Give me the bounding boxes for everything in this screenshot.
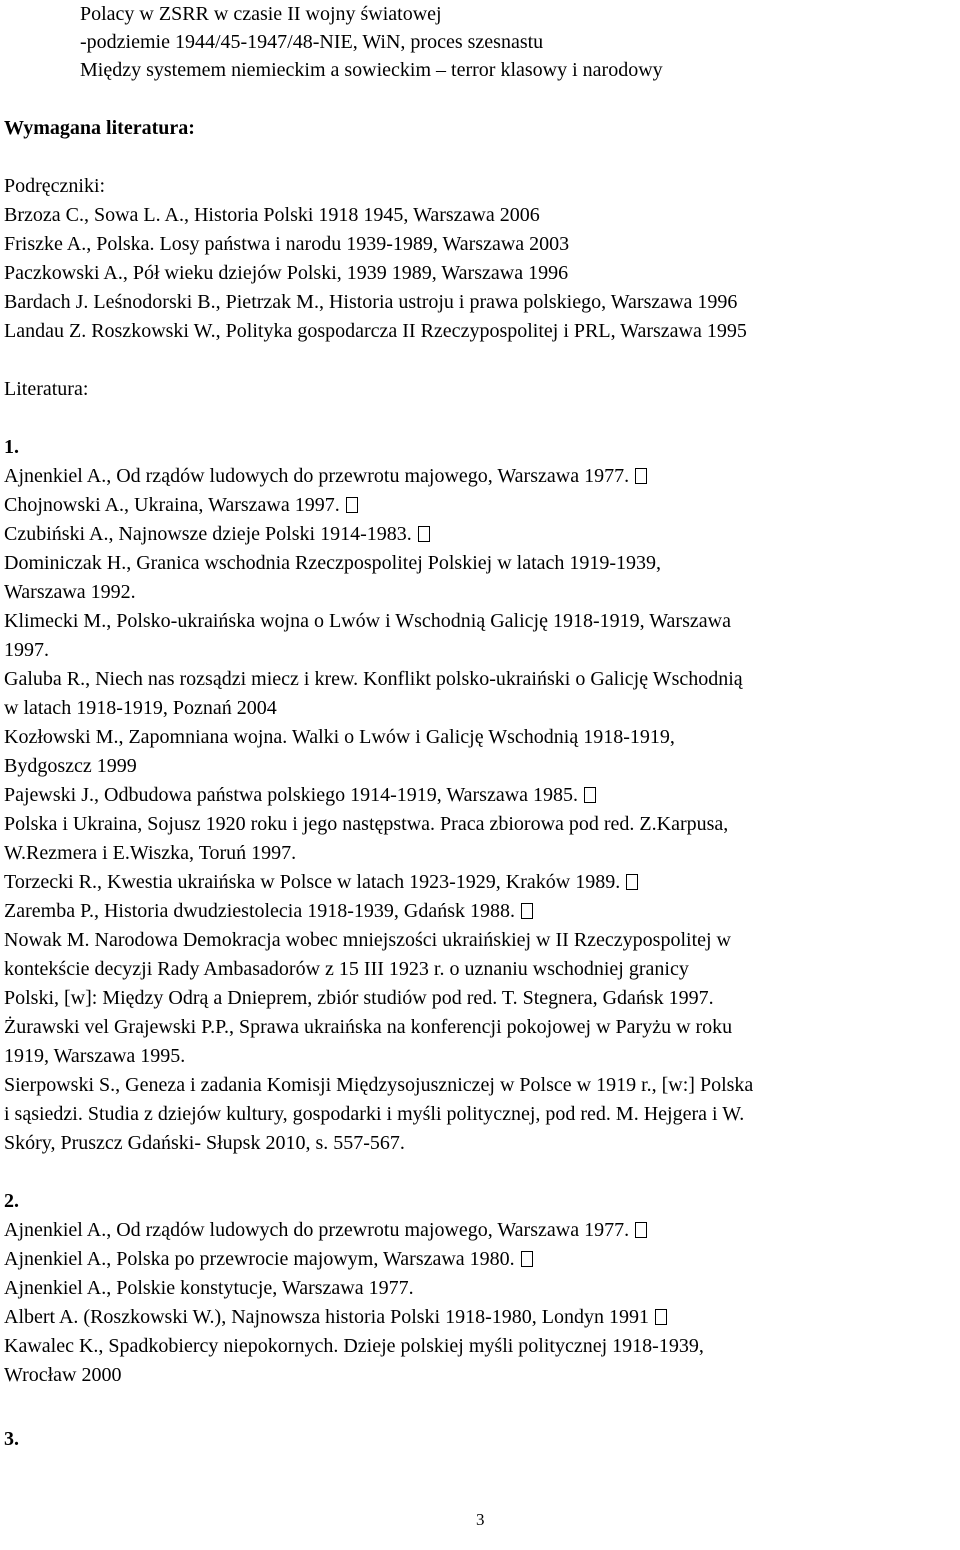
reference-line: Warszawa 1992.	[4, 581, 136, 603]
reference-line: i sąsiedzi. Studia z dziejów kultury, gospodarki i myśli politycznej, pod red. M. Hejgera i W.	[4, 1103, 745, 1125]
header-line-2: -podziemie 1944/45-1947/48-NIE, WiN, proces szesnastu	[80, 31, 544, 53]
missing-glyph-box-icon	[655, 1309, 667, 1325]
reference-line: Galuba R., Niech nas rozsądzi miecz i krew. Konflikt polsko-ukraiński o Galicję Wschodnią	[4, 668, 743, 690]
textbooks-heading: Podręczniki:	[4, 175, 106, 197]
reference-line: Ajnenkiel A., Polska po przewrocie majowym, Warszawa 1980.	[4, 1245, 533, 1274]
reference-line: Bydgoszcz 1999	[4, 755, 137, 777]
reference-line: Polski, [w]: Między Odrą a Dnieprem, zbiór studiów pod red. T. Stegnera, Gdańsk 1997.	[4, 987, 714, 1009]
textbook-line: Landau Z. Roszkowski W., Polityka gospodarcza II Rzeczypospolitej i PRL, Warszawa 1995	[4, 320, 747, 342]
reference-line: Kozłowski M., Zapomniana wojna. Walki o Lwów i Galicję Wschodnią 1918-1919,	[4, 726, 675, 748]
missing-glyph-box-icon	[626, 874, 638, 890]
reference-line: Sierpowski S., Geneza i zadania Komisji Międzysojuszniczej w Polsce w 1919 r., [w:] Polska	[4, 1074, 754, 1096]
missing-glyph-box-icon	[635, 468, 647, 484]
reference-line: 1919, Warszawa 1995.	[4, 1045, 186, 1067]
reference-line: Żurawski vel Grajewski P.P., Sprawa ukraińska na konferencji pokojowej w Paryżu w roku	[4, 1016, 733, 1038]
page-number: 3	[476, 1510, 485, 1529]
missing-glyph-box-icon	[584, 787, 596, 803]
required-literature-heading: Wymagana literatura:	[4, 117, 195, 139]
textbook-line: Paczkowski A., Pół wieku dziejów Polski, 1939 1989, Warszawa 1996	[4, 262, 569, 284]
reference-line: 1997.	[4, 639, 49, 661]
reference-line: Czubiński A., Najnowsze dzieje Polski 1914-1983.	[4, 520, 430, 549]
reference-line: Ajnenkiel A., Od rządów ludowych do przewrotu majowego, Warszawa 1977.	[4, 1216, 647, 1245]
literature-heading: Literatura:	[4, 378, 89, 400]
textbook-line: Brzoza C., Sowa L. A., Historia Polski 1918 1945, Warszawa 2006	[4, 204, 540, 226]
section-number: 3.	[4, 1428, 19, 1450]
reference-line: Nowak M. Narodowa Demokracja wobec mniejszości ukraińskiej w II Rzeczypospolitej w	[4, 929, 732, 951]
header-line-1: Polacy w ZSRR w czasie II wojny światowej	[80, 3, 442, 25]
section-number: 1.	[4, 436, 19, 458]
missing-glyph-box-icon	[521, 903, 533, 919]
reference-line: w latach 1918-1919, Poznań 2004	[4, 697, 277, 719]
reference-line: Polska i Ukraina, Sojusz 1920 roku i jego następstwa. Praca zbiorowa pod red. Z.Karpusa,	[4, 813, 729, 835]
reference-line: Kawalec K., Spadkobiercy niepokornych. Dzieje polskiej myśli politycznej 1918-1939,	[4, 1335, 704, 1357]
reference-line: Dominiczak H., Granica wschodnia Rzeczpospolitej Polskiej w latach 1919-1939,	[4, 552, 662, 574]
reference-line: kontekście decyzji Rady Ambasadorów z 15 III 1923 r. o uznaniu wschodniej granicy	[4, 958, 689, 980]
reference-line: Zaremba P., Historia dwudziestolecia 1918-1939, Gdańsk 1988.	[4, 897, 533, 926]
missing-glyph-box-icon	[418, 526, 430, 542]
reference-line: Albert A. (Roszkowski W.), Najnowsza historia Polski 1918-1980, Londyn 1991	[4, 1303, 667, 1332]
header-line-3: Między systemem niemieckim a sowieckim – terror klasowy i narodowy	[80, 59, 663, 81]
reference-line: Wrocław 2000	[4, 1364, 122, 1386]
reference-line: Torzecki R., Kwestia ukraińska w Polsce w latach 1923-1929, Kraków 1989.	[4, 868, 638, 897]
section-number: 2.	[4, 1190, 19, 1212]
reference-line: Ajnenkiel A., Od rządów ludowych do przewrotu majowego, Warszawa 1977.	[4, 462, 647, 491]
reference-line: Pajewski J., Odbudowa państwa polskiego 1914-1919, Warszawa 1985.	[4, 781, 596, 810]
missing-glyph-box-icon	[635, 1222, 647, 1238]
reference-line: Skóry, Pruszcz Gdański- Słupsk 2010, s. 557-567.	[4, 1132, 405, 1154]
missing-glyph-box-icon	[521, 1251, 533, 1267]
reference-line: Ajnenkiel A., Polskie konstytucje, Warszawa 1977.	[4, 1277, 414, 1299]
reference-line: Chojnowski A., Ukraina, Warszawa 1997.	[4, 491, 358, 520]
textbook-line: Friszke A., Polska. Losy państwa i narodu 1939-1989, Warszawa 2003	[4, 233, 570, 255]
reference-line: W.Rezmera i E.Wiszka, Toruń 1997.	[4, 842, 297, 864]
reference-line: Klimecki M., Polsko-ukraińska wojna o Lwów i Wschodnią Galicję 1918-1919, Warszawa	[4, 610, 731, 632]
missing-glyph-box-icon	[346, 497, 358, 513]
textbook-line: Bardach J. Leśnodorski B., Pietrzak M., Historia ustroju i prawa polskiego, Warszawa 1996	[4, 291, 738, 313]
